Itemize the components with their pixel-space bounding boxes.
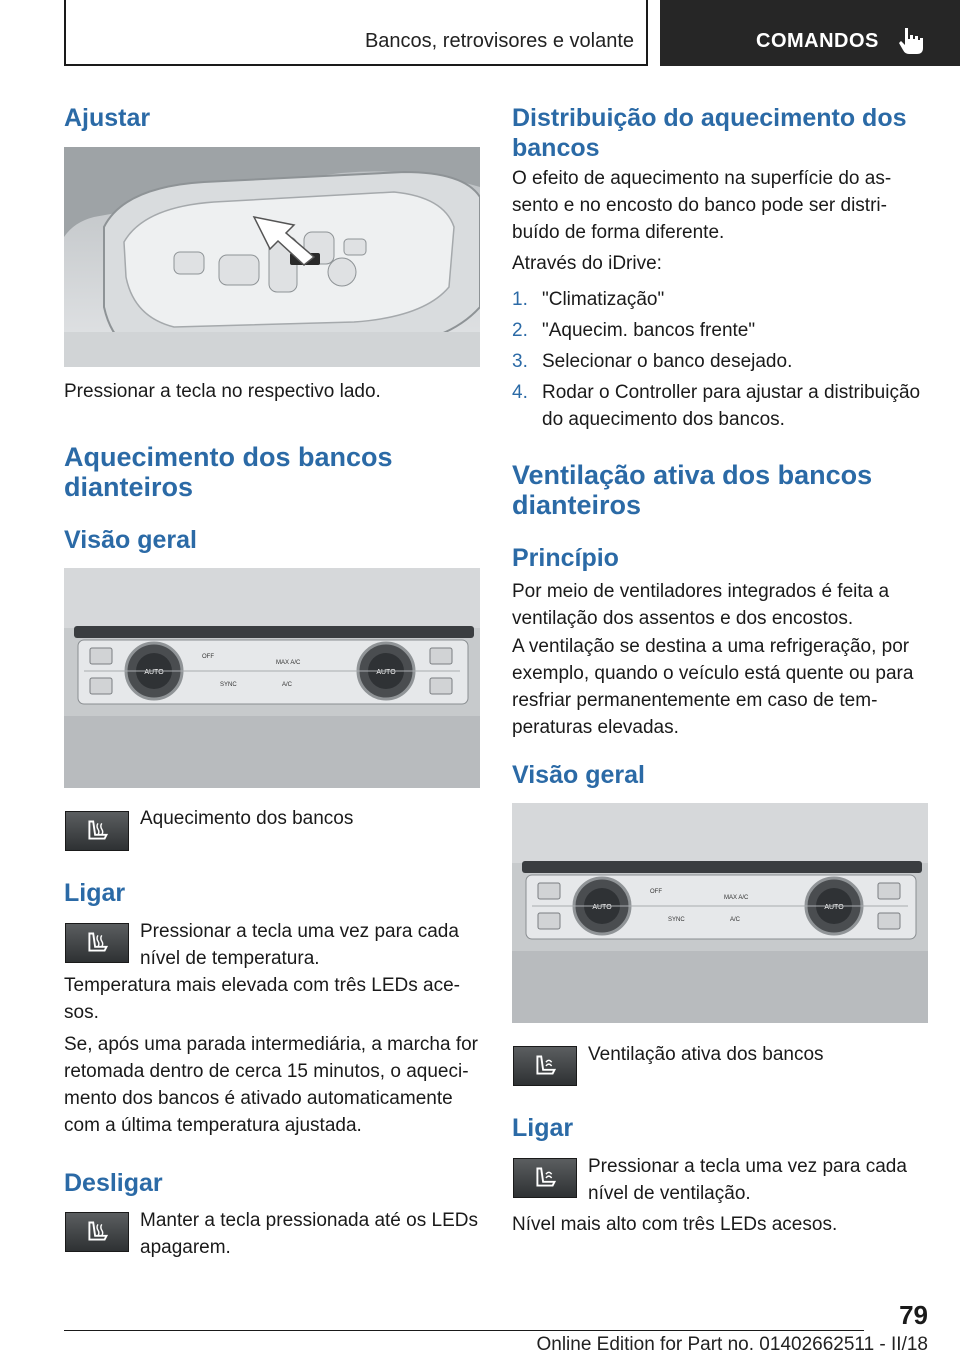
list-item: 1. "Climatização" xyxy=(512,289,665,310)
heating-on-para1: Temperatura mais elevada com três LEDs acesos. xyxy=(64,975,460,1023)
heating-off-text: Manter a tecla pressionada até os LEDs apagarem. xyxy=(140,1210,478,1258)
off-label: OFF xyxy=(650,889,662,895)
idrive-steps-list xyxy=(512,286,928,433)
seat-ventilation-on-button xyxy=(513,1158,577,1198)
edition-note: Online Edition for Part no. 01402662511 - II/18 xyxy=(536,1334,928,1355)
seat-ventilation-button xyxy=(513,1046,577,1086)
ventilation-icon-caption: Ventilação ativa dos bancos xyxy=(588,1044,824,1065)
pointing-hand-icon xyxy=(898,26,924,56)
list-item: 3. Selecionar o banco desejado. xyxy=(512,351,793,372)
ajustar-text: Pressionar a tecla no respectivo lado. xyxy=(64,381,381,402)
seat-heating-icon xyxy=(66,1213,128,1251)
heating-overview-heading: Visão geral xyxy=(64,526,197,554)
ac-label: A/C xyxy=(282,682,293,688)
seat-heating-on-button xyxy=(65,923,129,963)
seat-heating-button xyxy=(65,811,129,851)
climate-panel-illustration-2 xyxy=(512,803,928,1023)
header-section-title: Bancos, retrovisores e volante xyxy=(364,30,634,52)
heating-on-text: Pressionar a tecla uma vez para cada nível de temperatura. xyxy=(140,921,459,969)
footer-divider xyxy=(64,1330,864,1331)
principle-heading: Princípio xyxy=(512,544,619,572)
climate-panel-illustration-1 xyxy=(64,568,480,788)
seat-controls-photo xyxy=(64,147,480,367)
list-item: 2. "Aquecim. bancos frente" xyxy=(512,320,756,341)
principle-para2: A ventilação se destina a uma refrigeração, por exemplo, quando o veículo está quente ou para resfriar permanentemente em caso de temperaturas elevadas. xyxy=(512,636,914,738)
auto-label-left: AUTO xyxy=(592,904,612,911)
page-number: 79 xyxy=(899,1300,928,1330)
seat-ventilation-icon xyxy=(514,1047,576,1085)
seat-ventilation-icon xyxy=(514,1159,576,1197)
climate-panel-photo-2 xyxy=(512,803,928,1023)
list-item: 4. Rodar o Controller para ajustar a distribuição do aquecimento dos bancos. xyxy=(512,382,921,430)
ventilation-on-para: Nível mais alto com três LEDs acesos. xyxy=(512,1214,838,1235)
auto-label-right: AUTO xyxy=(824,904,844,911)
header-section-box xyxy=(64,0,648,66)
distribution-heading: Distribuição do aquecimento dos bancos xyxy=(512,104,907,162)
heating-on-heading: Ligar xyxy=(64,879,126,907)
max-ac-label: MAX A/C xyxy=(276,660,301,666)
distribution-text: O efeito de aquecimento na superfície do assento e no encosto do banco pode ser distribuído de forma diferente. xyxy=(512,168,892,243)
heating-on-para2: Se, após uma parada intermediária, a marcha for retomada dentro de cerca 15 minutos, o aquecimento dos bancos é ativado automaticamente com a última temperatura ajustada. xyxy=(64,1034,478,1136)
ventilation-on-heading: Ligar xyxy=(512,1114,574,1142)
auto-label-right: AUTO xyxy=(376,669,396,676)
seat-heating-icon xyxy=(66,924,128,962)
idrive-intro: Através do iDrive: xyxy=(512,253,662,274)
seat-heating-off-button xyxy=(65,1212,129,1252)
heating-off-heading: Desligar xyxy=(64,1169,163,1197)
header-chapter-title: COMANDOS xyxy=(756,30,879,52)
header-chapter-box xyxy=(660,0,960,66)
ventilation-heading: Ventilação ativa dos bancos dianteiros xyxy=(512,460,873,520)
principle-para1: Por meio de ventiladores integrados é feita a ventilação dos assentos e dos encostos. xyxy=(512,581,890,629)
heating-icon-caption: Aquecimento dos bancos xyxy=(140,808,354,829)
ajustar-heading: Ajustar xyxy=(64,104,151,132)
ventilation-on-text: Pressionar a tecla uma vez para cada nível de ventilação. xyxy=(588,1156,907,1204)
ac-label: A/C xyxy=(730,917,741,923)
sync-label: SYNC xyxy=(220,682,237,688)
sync-label: SYNC xyxy=(668,917,685,923)
climate-panel-photo-1 xyxy=(64,568,480,788)
ventilation-overview-heading: Visão geral xyxy=(512,761,645,789)
auto-label-left: AUTO xyxy=(144,669,164,676)
off-label: OFF xyxy=(202,654,214,660)
seat-heating-icon xyxy=(66,812,128,850)
heating-heading: Aquecimento dos bancos dianteiros xyxy=(64,442,393,502)
max-ac-label: MAX A/C xyxy=(724,895,749,901)
seat-controls-illustration xyxy=(64,147,480,367)
